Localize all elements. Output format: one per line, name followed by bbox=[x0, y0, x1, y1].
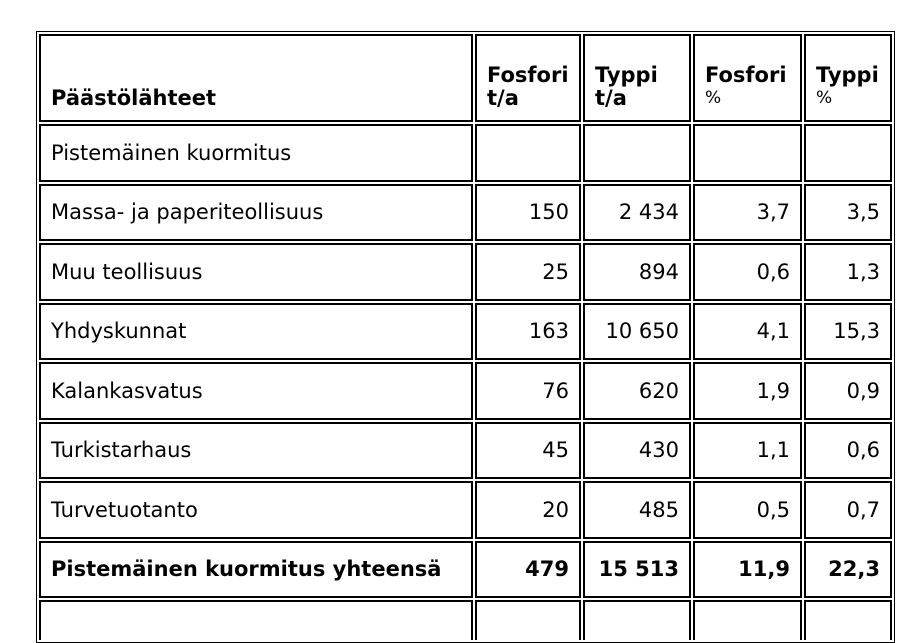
header-phosphorus-tons bbox=[475, 34, 581, 122]
partial-cell bbox=[583, 600, 691, 640]
table-row bbox=[39, 243, 892, 301]
row-nitrogen-percent: 3,5 bbox=[804, 184, 892, 242]
row-source: Turkistarhaus bbox=[39, 422, 473, 480]
table-row bbox=[39, 184, 892, 242]
total-phosphorus-tons: 479 bbox=[475, 541, 581, 599]
row-nitrogen-tons: 10 650 bbox=[583, 303, 691, 361]
header-source bbox=[39, 34, 473, 122]
row-phosphorus-tons: 25 bbox=[475, 243, 581, 301]
row-phosphorus-tons: 163 bbox=[475, 303, 581, 361]
total-row bbox=[39, 541, 892, 599]
row-phosphorus-tons: 20 bbox=[475, 481, 581, 539]
header-row bbox=[39, 34, 892, 122]
header-phosphorus-percent-unit: % bbox=[705, 88, 722, 108]
table-row bbox=[39, 422, 892, 480]
row-nitrogen-tons bbox=[583, 124, 691, 182]
table-row bbox=[39, 124, 892, 182]
total-nitrogen-tons: 15 513 bbox=[583, 541, 691, 599]
row-source: Turvetuotanto bbox=[39, 481, 473, 539]
header-phosphorus-percent-label: Fosfori bbox=[705, 63, 787, 87]
row-nitrogen-percent bbox=[804, 124, 892, 182]
partial-row bbox=[39, 600, 892, 640]
row-phosphorus-percent: 4,1 bbox=[693, 303, 802, 361]
table-row bbox=[39, 481, 892, 539]
header-phosphorus-tons-unit: t/a bbox=[487, 86, 519, 110]
row-phosphorus-percent: 3,7 bbox=[693, 184, 802, 242]
total-nitrogen-percent: 22,3 bbox=[804, 541, 892, 599]
header-nitrogen-tons bbox=[583, 34, 691, 122]
header-nitrogen-tons-label: Typpi bbox=[595, 63, 658, 87]
row-phosphorus-percent: 1,1 bbox=[693, 422, 802, 480]
total-phosphorus-percent: 11,9 bbox=[693, 541, 802, 599]
row-phosphorus-tons bbox=[475, 124, 581, 182]
header-nitrogen-percent-label: Typpi bbox=[816, 63, 879, 87]
table-row bbox=[39, 303, 892, 361]
row-nitrogen-tons: 485 bbox=[583, 481, 691, 539]
header-source-label: Päästölähteet bbox=[51, 86, 217, 110]
row-source: Pistemäinen kuormitus bbox=[39, 124, 473, 182]
header-phosphorus-tons-label: Fosfori bbox=[487, 63, 569, 87]
row-source: Massa- ja paperiteollisuus bbox=[39, 184, 473, 242]
row-phosphorus-percent: 0,6 bbox=[693, 243, 802, 301]
partial-cell bbox=[693, 600, 802, 640]
row-nitrogen-percent: 0,9 bbox=[804, 362, 892, 420]
row-source: Kalankasvatus bbox=[39, 362, 473, 420]
row-phosphorus-tons: 45 bbox=[475, 422, 581, 480]
partial-cell bbox=[39, 600, 473, 640]
row-nitrogen-tons: 2 434 bbox=[583, 184, 691, 242]
row-phosphorus-percent: 0,5 bbox=[693, 481, 802, 539]
emissions-table bbox=[36, 31, 895, 643]
row-phosphorus-tons: 76 bbox=[475, 362, 581, 420]
row-phosphorus-percent: 1,9 bbox=[693, 362, 802, 420]
row-phosphorus-percent bbox=[693, 124, 802, 182]
header-nitrogen-percent-unit: % bbox=[816, 88, 833, 108]
partial-cell bbox=[804, 600, 892, 640]
header-nitrogen-tons-unit: t/a bbox=[595, 86, 627, 110]
row-nitrogen-tons: 620 bbox=[583, 362, 691, 420]
row-nitrogen-percent: 1,3 bbox=[804, 243, 892, 301]
header-nitrogen-percent bbox=[804, 34, 892, 122]
partial-cell bbox=[475, 600, 581, 640]
row-phosphorus-tons: 150 bbox=[475, 184, 581, 242]
row-nitrogen-tons: 894 bbox=[583, 243, 691, 301]
emissions-table-container bbox=[36, 31, 895, 643]
row-nitrogen-percent: 15,3 bbox=[804, 303, 892, 361]
row-nitrogen-tons: 430 bbox=[583, 422, 691, 480]
row-nitrogen-percent: 0,6 bbox=[804, 422, 892, 480]
total-source: Pistemäinen kuormitus yhteensä bbox=[39, 541, 473, 599]
row-source: Yhdyskunnat bbox=[39, 303, 473, 361]
table-row bbox=[39, 362, 892, 420]
header-phosphorus-percent bbox=[693, 34, 802, 122]
row-nitrogen-percent: 0,7 bbox=[804, 481, 892, 539]
row-source: Muu teollisuus bbox=[39, 243, 473, 301]
